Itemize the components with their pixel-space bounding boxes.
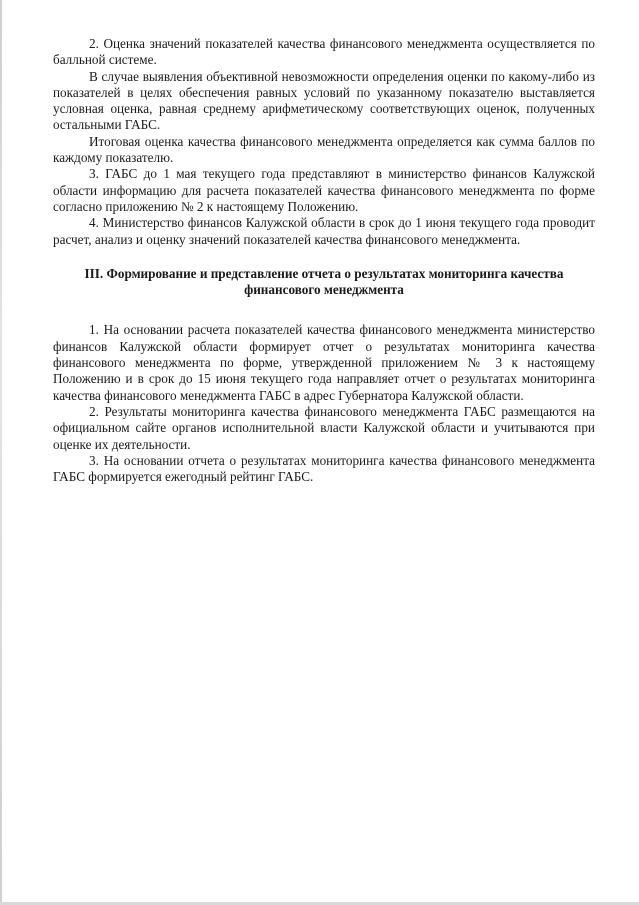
paragraph-results-publication: 2. Результаты мониторинга качества финансового менеджмента ГАБС размещаются на официальном сайте органов исполнительной власти Калужской области и учитываются при оценке их деятельности. bbox=[53, 403, 595, 452]
paragraph-gabs-submission: 3. ГАБС до 1 мая текущего года представляют в министерство финансов Калужской области информацию для расчета показателей качества финансового менеджмента по форме согласно приложению № 2 к настоящему Положению. bbox=[53, 166, 595, 214]
scan-left-edge bbox=[0, 0, 2, 905]
paragraph-annual-rating: 3. На основании отчета о результатах мониторинга качества финансового менеджмента ГАБС формируется ежегодный рейтинг ГАБС. bbox=[53, 452, 595, 485]
paragraph-scoring-system: 2. Оценка значений показателей качества финансового менеджмента осуществляется по балльной системе. bbox=[53, 36, 595, 68]
paragraph-report-formation: 1. На основании расчета показателей качества финансового менеджмента министерство финансов Калужской области формирует отчет о результатах мониторинга качества финансового менеджмента по форме, утвержденной приложением № 3 к настоящему Положению и в срок до 15 июня текущего года направляет отчет о результатах мониторинга качества финансового менеджмента ГАБС в адрес Губернатора Калужской области. bbox=[53, 322, 595, 403]
paragraph-conditional-score: В случае выявления объективной невозможности определения оценки по какому-либо из показателей в целях обеспечения равных условий по указанному показателю выставляется условная оценка, равная среднему арифметическому соответствующих оценок, полученных остальными ГАБС. bbox=[53, 68, 595, 133]
section-heading: III. Формирование и представление отчета о результатах мониторинга качества финансового менеджмента bbox=[84, 265, 564, 298]
paragraph-total-score: Итоговая оценка качества финансового менеджмента определяется как сумма баллов по каждому показателю. bbox=[53, 133, 595, 166]
paragraph-ministry-analysis: 4. Министерство финансов Калужской области в срок до 1 июня текущего года проводит расчет, анализ и оценку значений показателей качества финансового менеджмента. bbox=[53, 215, 595, 247]
document-body bbox=[53, 36, 595, 485]
